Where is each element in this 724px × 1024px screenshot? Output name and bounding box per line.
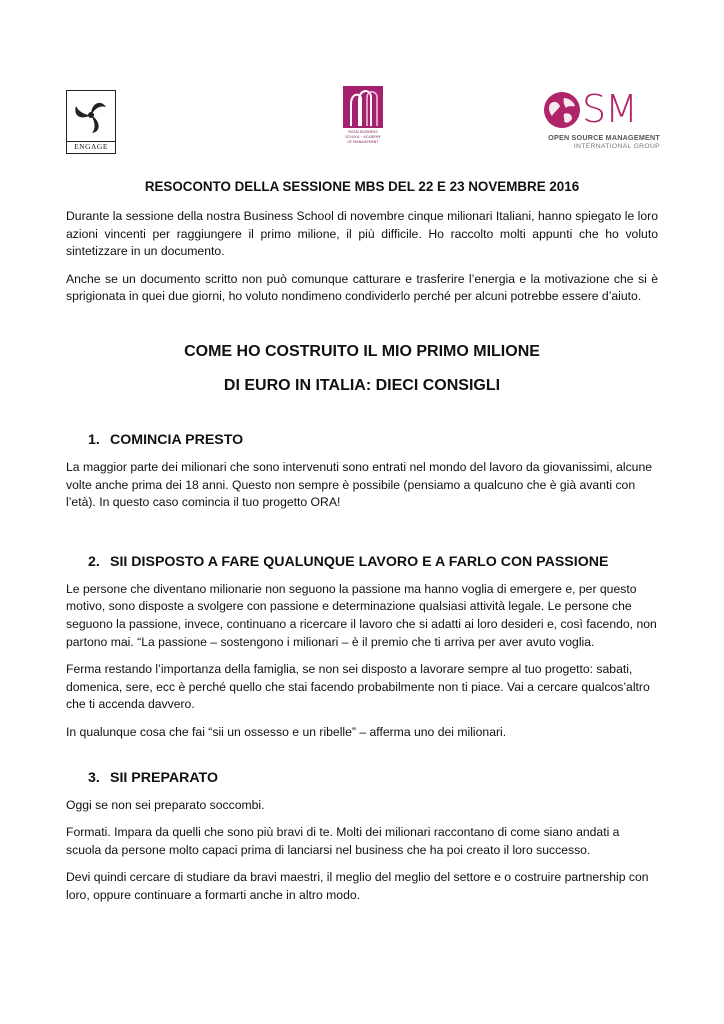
section-paragraph: Formati. Impara da quelli che sono più bravi di te. Molti dei milionari raccontano di come siano andati a scuola da persone molto capaci prima di lanciarsi nel business che ha poi creato il loro successo. [66,825,620,857]
osm-logo-name: OPEN SOURCE MANAGEMENT [548,133,660,142]
section-paragraph: Devi quindi cercare di studiare da bravi maestri, il meglio del meglio del settore e o costruire partnership con loro, oppure continuare a formarti anche in altro modo. [66,870,649,902]
main-title-line-1: COME HO COSTRUITO IL MIO PRIMO MILIONE [184,342,540,360]
document-body [66,178,658,914]
section-title: COMINCIA PRESTO [110,431,244,448]
section-heading [88,552,658,572]
main-title-line-2: DI EURO IN ITALIA: DIECI CONSIGLI [223,376,501,394]
section-paragraph: In qualunque cosa che fai “sii un ossesso e un ribelle” – afferma uno dei milionari. [66,724,507,739]
section-paragraph: Le persone che diventano milionarie non seguono la passione ma hanno voglia di emergere e, per questo motivo, sono disposte a svolgere con passione e determinazione qualsiasi attività legale. Le persone che seguono la passione, invece, continuano a ricercare il lavoro che si adatti ai loro desideri e, così facendo, non partono mai. “La passione – sostengono i milionari – è il premio che ti arriva per aver avuto voglia. [66,581,657,649]
section-paragraph: Oggi se non sei preparato soccombi. [66,797,265,812]
engage-logo [66,90,116,154]
section-heading [88,430,658,450]
osm-logo-letters: SM [582,87,637,131]
mbs-logo-mark [343,86,383,128]
section-number: 3. [88,769,100,786]
mbs-arches-icon [343,86,383,128]
section-paragraph: Ferma restando l’importanza della famiglia, se non sei disposto a lavorare sempre al tuo progetto: sabati, domenica, sere, ecc è perché quello che stai facendo probabilmente non ti piace. Vai a cercare qualcos’altro che ti accenda davvero. [66,662,650,712]
mbs-logo-caption: ROSSI BUSINESS SCHOOL · ACADEMY OF MANAGEMENT [345,130,381,144]
engage-logo-text: ENGAGE [67,141,115,152]
mbs-logo [343,86,383,154]
report-heading: RESOCONTO DELLA SESSIONE MBS DEL 22 E 23 NOVEMBRE 2016 [144,179,580,194]
osm-logo [540,88,660,154]
intro-paragraph: Durante la sessione della nostra Business School di novembre cinque milionari Italiani, hanno spiegato le loro azioni vincenti per raggiungere il primo milione, il più difficile. Ho raccolto molti appunti che ho voluto sintetizzare in un documento. [66,209,658,259]
section-paragraph: La maggior parte dei milionari che sono intervenuti sono entrati nel mondo del lavoro da giovanissimi, alcune volte anche prima dei 18 anni. Questo non sempre è possibile (pensiamo a qualcuno che è già avanti con l’età). In questo caso comincia il tuo progetto ORA! [66,459,653,510]
triskelion-icon [71,95,111,135]
osm-logo-subtitle: INTERNATIONAL GROUP [573,143,660,150]
section-number: 1. [88,431,100,448]
section-heading [88,768,658,788]
globe-icon [542,90,584,132]
intro-paragraph: Anche se un documento scritto non può comunque catturare e trasferire l’energia e la motivazione che si è sprigionata in quei due giorni, ho voluto nondimeno condividerlo perché per alcuni potrebbe essere d’aiuto. [66,271,658,304]
section-number: 2. [88,553,100,570]
section-title: SII PREPARATO [110,769,218,786]
section-title: SII DISPOSTO A FARE QUALUNQUE LAVORO E A FARLO CON PASSIONE [110,553,609,570]
